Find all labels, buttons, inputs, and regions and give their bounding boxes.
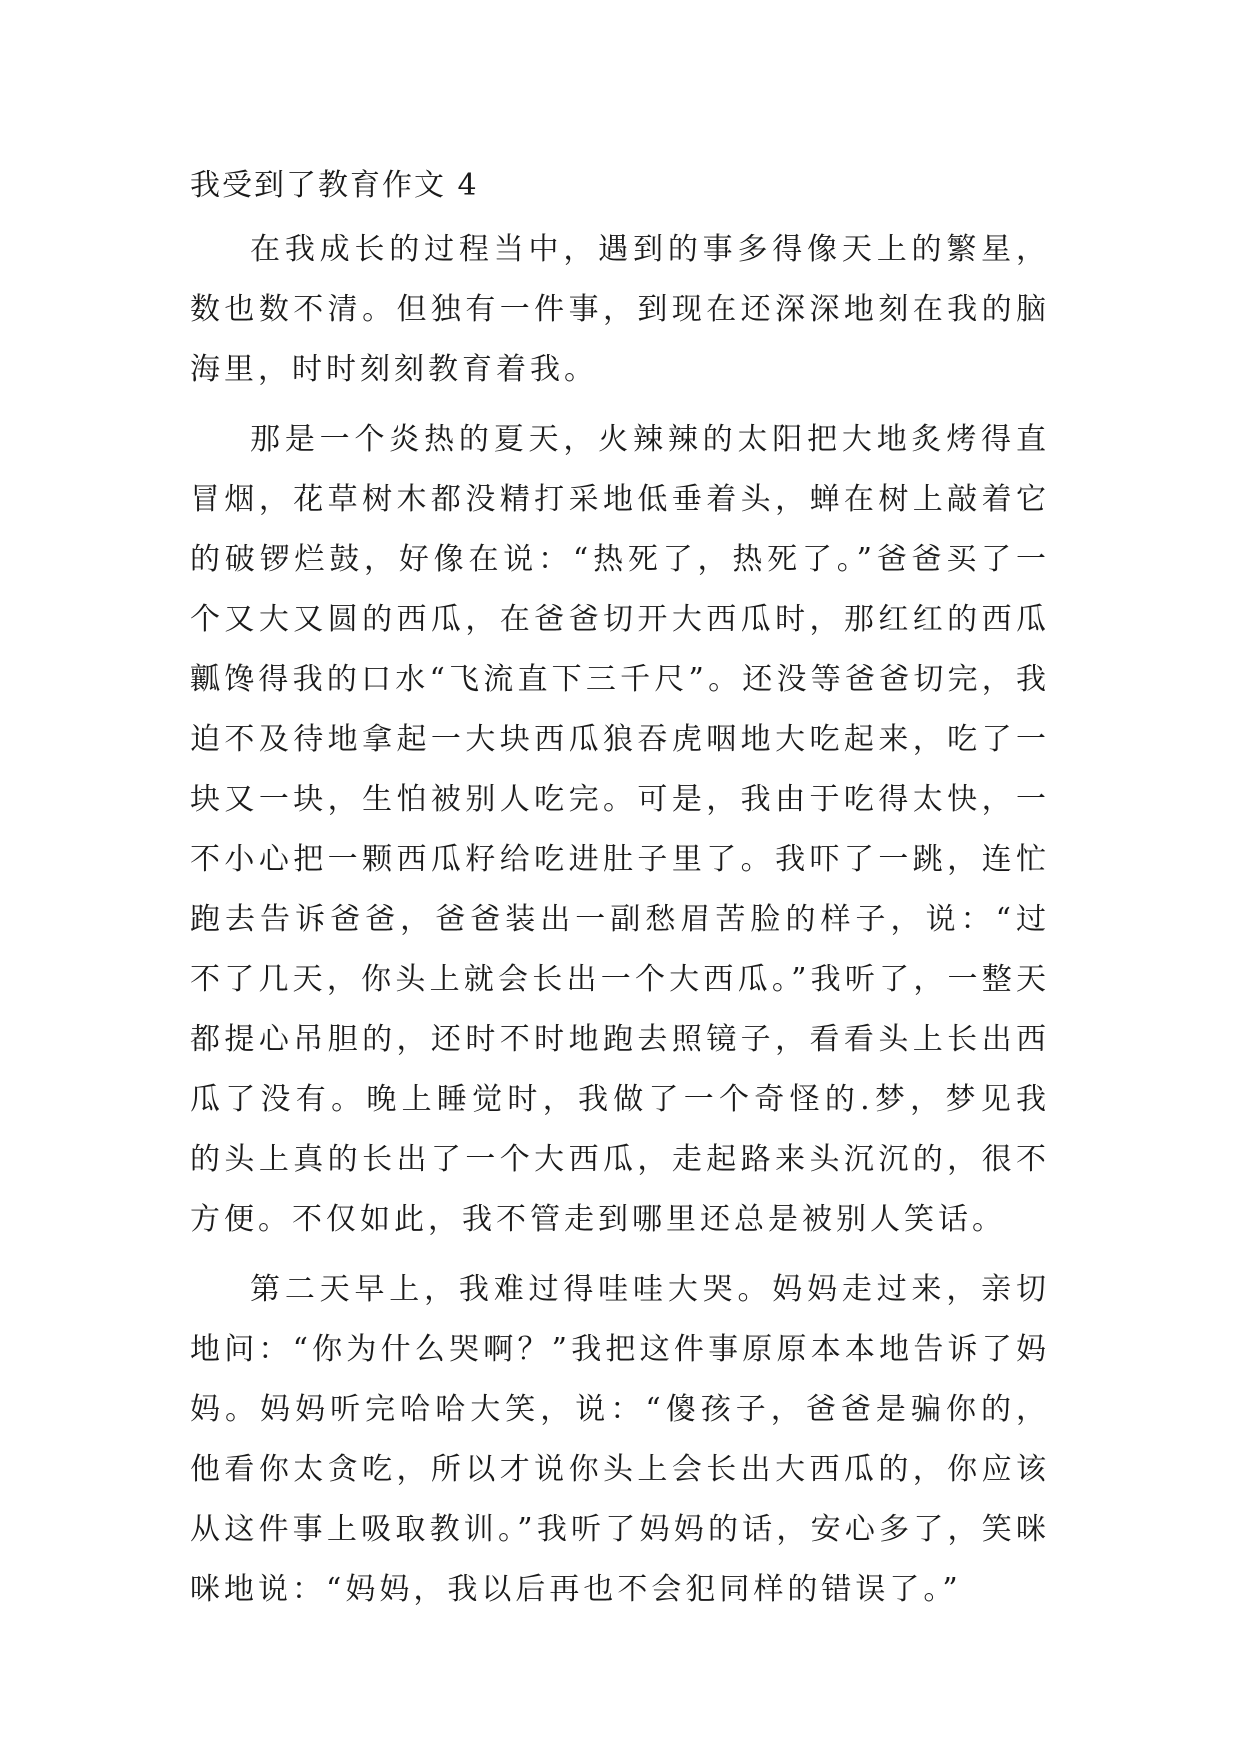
paragraph-1: 在我成长的过程当中，遇到的事多得像天上的繁星，数也数不清。但独有一件事，到现在还深深地刻在我的脑海里，时时刻刻教育着我。 bbox=[190, 232, 1050, 387]
document-title: 我受到了教育作文 4 bbox=[190, 168, 479, 203]
paragraph-2: 那是一个炎热的夏天，火辣辣的太阳把大地炙烤得直冒烟，花草树木都没精打采地低垂着头，蝉在树上敲着它的破锣烂鼓，好像在说：“热死了，热死了。”爸爸买了一个又大又圆的西瓜，在爸爸切开大西瓜时，那红红的西瓜瓤馋得我的口水“飞流直下三千尺”。还没等爸爸切完，我迫不及待地拿起一大块西瓜狼吞虎咽地大吃起来，吃了一块又一块，生怕被别人吃完。可是，我由于吃得太快，一不小心把一颗西瓜籽给吃进肚子里了。我吓了一跳，连忙跑去告诉爸爸，爸爸装出一副愁眉苦脸的样子，说：“过不了几天，你头上就会长出一个大西瓜。”我听了，一整天都提心吊胆的，还时不时地跑去照镜子，看看头上长出西瓜了没有。晚上睡觉时，我做了一个奇怪的.梦，梦见我的头上真的长出了一个大西瓜，走起路来头沉沉的，很不方便。不仅如此，我不管走到哪里还总是被别人笑话。 bbox=[190, 422, 1050, 1237]
paragraph-3: 第二天早上，我难过得哇哇大哭。妈妈走过来，亲切地问：“你为什么哭啊？”我把这件事原原本本地告诉了妈妈。妈妈听完哈哈大笑，说：“傻孩子，爸爸是骗你的，他看你太贪吃，所以才说你头上会长出大西瓜的，你应该从这件事上吸取教训。”我听了妈妈的话，安心多了，笑咪咪地说：“妈妈，我以后再也不会犯同样的错误了。” bbox=[190, 1272, 1050, 1607]
document-body bbox=[190, 160, 1050, 1630]
